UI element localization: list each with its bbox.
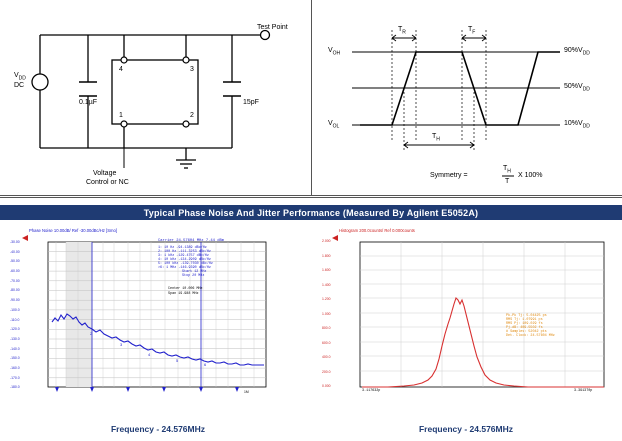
marker-6: >6: 1 MHz -146.9390 dBc/Hz — [158, 266, 211, 270]
test-point-label: Test Point — [257, 24, 288, 31]
vdd-50-label: $50\%V_{DD}$ — [564, 83, 590, 93]
phase-noise-span: Span 19.988 MHz — [168, 292, 199, 296]
vdd-label: $V_{DD}$ — [14, 72, 26, 82]
y-label: -110.0 — [10, 317, 20, 322]
cap-0-1uf-label: 0.1µF — [79, 99, 98, 106]
histogram-y-axis — [322, 239, 331, 399]
histogram-header: Histogram 200.0counts/ Ref 0.000counts — [339, 228, 415, 233]
cap-15pf-label: 15pF — [243, 99, 259, 106]
symmetry-multiplier: X 100% — [518, 172, 543, 179]
y-label: -170.0 — [10, 375, 20, 380]
y-label: -60.00 — [10, 269, 20, 274]
voltage-control-label: Voltage — [93, 170, 117, 177]
phase-noise-header: Phase Noise 10.00dB/ Ref -30.00dBc/Hz [Smo] — [29, 228, 117, 233]
phase-noise-center: Center 10.006 MHz — [168, 287, 203, 291]
y-label: 1.600 — [322, 268, 331, 272]
x-label-last: 1M — [244, 390, 249, 394]
stat-samples: # Samples: 52042 pts — [506, 330, 547, 334]
svg-text:6: 6 — [204, 362, 207, 367]
vdd-90-label: $90\%V_{DD}$ — [564, 47, 590, 57]
symmetry-denominator: T — [505, 178, 510, 185]
timing-svg — [312, 0, 622, 196]
marker-2: 2: 100 Hz -111.3253 dBc/Hz — [158, 250, 211, 254]
y-label: -140.0 — [10, 346, 20, 351]
marker-3: 3: 1 kHz -129.4757 dBc/Hz — [158, 254, 209, 258]
svg-text:3: 3 — [120, 342, 123, 347]
y-label: -70.00 — [10, 278, 20, 283]
y-label: -120.0 — [10, 327, 20, 332]
th-label: $T_H$ — [432, 133, 440, 143]
phase-noise-y-axis — [10, 240, 20, 395]
marker-1: 1: 10 Hz -94.1389 dBc/Hz — [158, 246, 207, 250]
top-figures-region — [0, 0, 622, 196]
marker-4: 4: 10 kHz -134.2909 dBc/Hz — [158, 258, 211, 262]
y-label: -50.00 — [10, 259, 20, 264]
y-label: 1.200 — [322, 297, 331, 301]
stat-det-clock: Det. Clock: 24.57604 MHz — [506, 334, 555, 338]
marker-5: 5: 100 kHz -139.7030 dBc/Hz — [158, 262, 213, 266]
y-label: 2.000 — [322, 239, 331, 243]
y-label: -90.00 — [10, 298, 20, 303]
y-label: 1.400 — [322, 282, 331, 287]
phase-noise-caption: Frequency - 24.576MHz — [110, 424, 205, 434]
y-label: 400.0 — [322, 355, 331, 359]
vol-label: $V_{OL}$ — [328, 120, 340, 130]
tf-label: $T_F$ — [468, 26, 476, 36]
y-label: 200.0 — [322, 369, 331, 374]
timing-waveform-diagram — [312, 0, 622, 196]
pin-1-label: 1 — [119, 112, 123, 119]
y-label: -40.00 — [10, 249, 20, 254]
dc-label: DC — [14, 82, 25, 89]
svg-text:4: 4 — [148, 352, 151, 357]
voh-label: $V_{OH}$ — [328, 47, 341, 57]
y-label: -180.0 — [10, 385, 20, 390]
y-label: 0.000 — [322, 384, 331, 388]
y-label: -150.0 — [10, 356, 20, 361]
y-label: -30.00 — [10, 240, 20, 244]
histogram-caption: Frequency - 24.576MHz — [418, 424, 513, 434]
symmetry-numerator: $T_H$ — [503, 165, 511, 175]
y-label: -100.0 — [10, 307, 20, 312]
stat-rms-pj: RMS Pj: 109.029 fs — [506, 322, 543, 326]
y-label: -130.0 — [10, 336, 20, 341]
y-label: 1.800 — [322, 253, 331, 258]
histogram-svg — [318, 226, 614, 411]
phase-noise-carrier: Carrier 24.57604 MHz 7.44 dBm — [158, 239, 225, 243]
voltage-control-label-2: Control or NC — [86, 179, 129, 186]
pin-4-label: 4 — [119, 66, 123, 73]
phase-noise-markers — [158, 246, 213, 278]
y-label: -80.00 — [10, 288, 20, 293]
y-label: 600.0 — [322, 340, 331, 345]
pin-3-label: 3 — [190, 66, 194, 73]
svg-text:5: 5 — [176, 358, 179, 363]
sweep-stop: Stop 20 MHz — [182, 274, 205, 278]
section-banner: Typical Phase Noise And Jitter Performance (Measured By Agilent E5052A) — [0, 205, 622, 220]
stat-pj-db: Pj-dB: 409.5502 fs — [506, 326, 543, 330]
test-circuit-schematic — [0, 0, 311, 196]
y-label: 800.0 — [322, 326, 331, 330]
y-label: -160.0 — [10, 365, 20, 370]
jitter-stats — [506, 314, 555, 338]
stat-rms-tj: RMS Tj: 1.07991 ps — [506, 318, 543, 322]
vdd-10-label: $10\%V_{DD}$ — [564, 120, 590, 130]
tr-label: $T_R$ — [398, 26, 406, 36]
symmetry-label: Symmetry = — [430, 172, 468, 179]
phase-noise-plot — [8, 226, 308, 411]
y-label: 1.000 — [322, 311, 331, 316]
pin-2-label: 2 — [190, 112, 194, 119]
sweep-start: Start 12 MHz — [182, 270, 207, 274]
histogram-x-right: 3.391370p — [574, 389, 593, 393]
jitter-histogram-plot — [318, 226, 614, 411]
svg-text:2: 2 — [90, 331, 93, 336]
stat-pk-pk-tj: Pk-Pk Tj: 5.04425 ps — [506, 314, 547, 318]
histogram-x-left: 3.117632p — [362, 389, 381, 393]
